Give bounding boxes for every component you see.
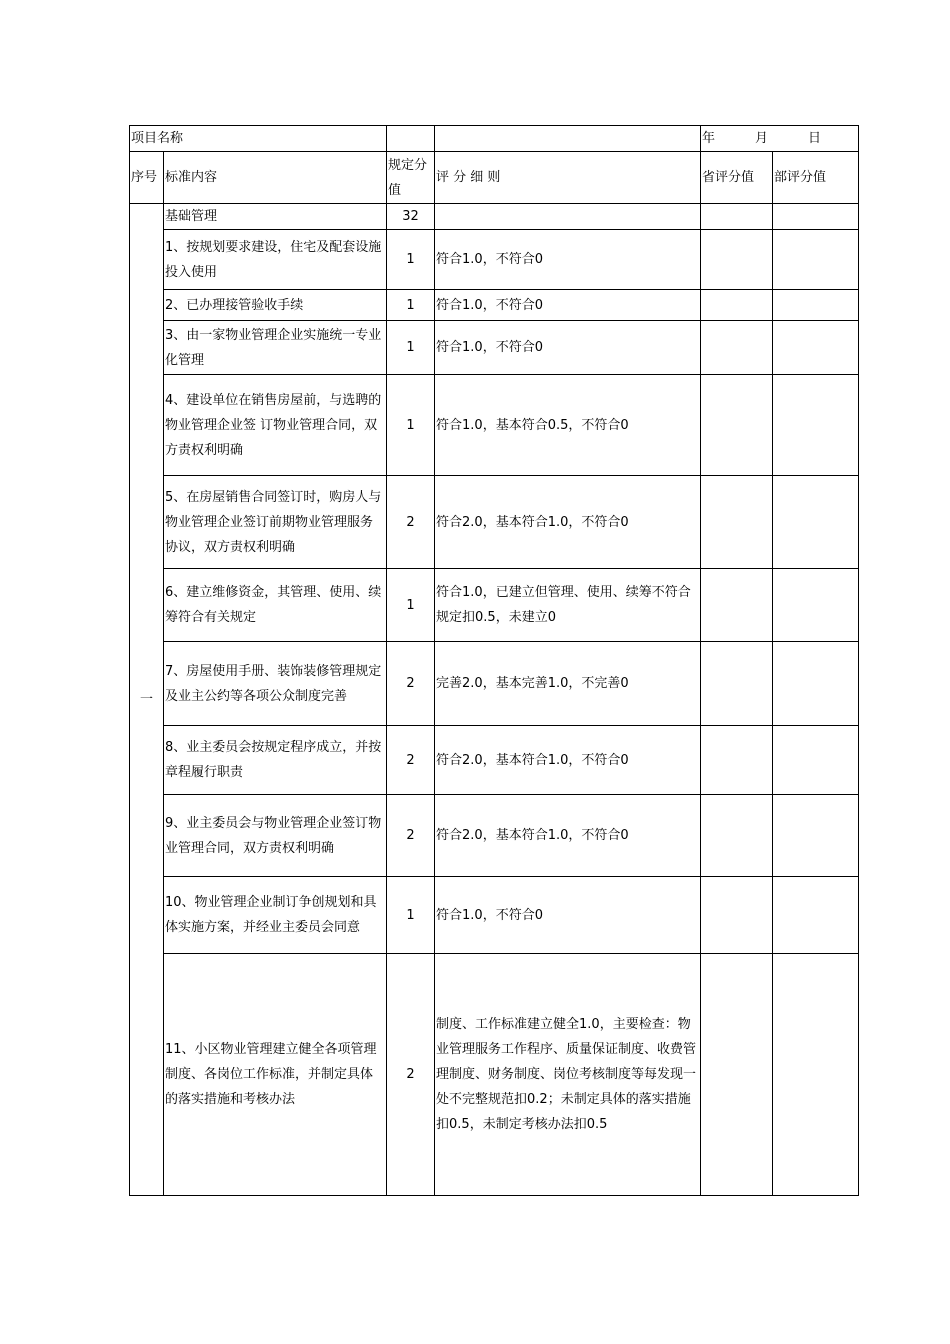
date-day: 日 xyxy=(808,131,822,146)
points-value: 1 xyxy=(387,230,435,290)
col-standard-header: 标准内容 xyxy=(164,152,387,204)
standard-content: 7、房屋使用手册、装饰装修管理规定及业主公约等各项公众制度完善 xyxy=(164,642,387,726)
section-seq: 一 xyxy=(130,204,164,1196)
standard-content: 11、小区物业管理建立健全各项管理制度、各岗位工作标准，并制定具体的落实措施和考核办法 xyxy=(164,954,387,1196)
province-score-cell xyxy=(701,230,773,290)
date-cell xyxy=(701,126,859,152)
table-row xyxy=(130,569,859,642)
province-score-cell xyxy=(701,321,773,375)
ministry-score-cell xyxy=(773,795,859,877)
points-value: 2 xyxy=(387,954,435,1196)
project-name-value-cell xyxy=(435,126,701,152)
section-points: 32 xyxy=(387,204,435,230)
date-year: 年 xyxy=(702,131,716,146)
rule-text: 符合1.0，基本符合0.5，不符合0 xyxy=(435,375,701,476)
table-row xyxy=(130,954,859,1196)
province-score-cell xyxy=(701,877,773,954)
date-month: 月 xyxy=(755,131,769,146)
rule-text: 完善2.0，基本完善1.0，不完善0 xyxy=(435,642,701,726)
standard-content: 10、物业管理企业制订争创规划和具体实施方案，并经业主委员会同意 xyxy=(164,877,387,954)
rule-cell xyxy=(435,204,701,230)
table-row xyxy=(130,476,859,569)
province-score-cell xyxy=(701,569,773,642)
province-score-cell xyxy=(701,642,773,726)
project-name-blank-cell xyxy=(387,126,435,152)
table-row xyxy=(130,375,859,476)
table-row xyxy=(130,290,859,321)
ministry-score-cell xyxy=(773,642,859,726)
rule-text: 符合1.0，不符合0 xyxy=(435,321,701,375)
column-header-row xyxy=(130,152,859,204)
table-row xyxy=(130,230,859,290)
col-ministry-header: 部评分值 xyxy=(773,152,859,204)
table-row xyxy=(130,642,859,726)
col-seq-header: 序号 xyxy=(130,152,164,204)
ministry-score-cell xyxy=(773,230,859,290)
points-value: 1 xyxy=(387,375,435,476)
section-title: 基础管理 xyxy=(164,204,387,230)
ministry-score-cell xyxy=(773,954,859,1196)
standard-content: 3、由一家物业管理企业实施统一专业化管理 xyxy=(164,321,387,375)
ministry-score-cell xyxy=(773,375,859,476)
ministry-score-cell xyxy=(773,877,859,954)
points-value: 2 xyxy=(387,642,435,726)
project-name-label: 项目名称 xyxy=(130,126,387,152)
standard-content: 2、已办理接管验收手续 xyxy=(164,290,387,321)
table-row xyxy=(130,877,859,954)
province-score-cell xyxy=(701,204,773,230)
province-score-cell xyxy=(701,954,773,1196)
ministry-score-cell xyxy=(773,290,859,321)
rule-text: 符合2.0，基本符合1.0，不符合0 xyxy=(435,476,701,569)
rule-text: 制度、工作标准建立健全1.0，主要检查：物业管理服务工作程序、质量保证制度、收费管理制度、财务制度、岗位考核制度等每发现一处不完整规范扣0.2；未制定具体的落实措施扣0.5，未制定考核办法扣0.5 xyxy=(435,954,701,1196)
ministry-score-cell xyxy=(773,204,859,230)
table-row xyxy=(130,726,859,795)
ministry-score-cell xyxy=(773,476,859,569)
evaluation-table xyxy=(129,125,859,1196)
ministry-score-cell xyxy=(773,726,859,795)
province-score-cell xyxy=(701,795,773,877)
standard-content: 8、业主委员会按规定程序成立，并按章程履行职责 xyxy=(164,726,387,795)
ministry-score-cell xyxy=(773,569,859,642)
rule-text: 符合2.0，基本符合1.0，不符合0 xyxy=(435,795,701,877)
table-row xyxy=(130,795,859,877)
points-value: 1 xyxy=(387,569,435,642)
points-value: 2 xyxy=(387,795,435,877)
ministry-score-cell xyxy=(773,321,859,375)
standard-content: 9、业主委员会与物业管理企业签订物业管理合同，双方责权利明确 xyxy=(164,795,387,877)
col-province-header: 省评分值 xyxy=(701,152,773,204)
province-score-cell xyxy=(701,476,773,569)
standard-content: 1、按规划要求建设，住宅及配套设施投入使用 xyxy=(164,230,387,290)
standard-content: 4、建设单位在销售房屋前，与选聘的物业管理企业签 订物业管理合同，双方责权利明确 xyxy=(164,375,387,476)
col-points-header: 规定分值 xyxy=(387,152,435,204)
points-value: 2 xyxy=(387,476,435,569)
col-rules-header: 评 分 细 则 xyxy=(435,152,701,204)
rule-text: 符合2.0，基本符合1.0，不符合0 xyxy=(435,726,701,795)
standard-content: 6、建立维修资金，其管理、使用、续筹符合有关规定 xyxy=(164,569,387,642)
province-score-cell xyxy=(701,726,773,795)
rule-text: 符合1.0，已建立但管理、使用、续筹不符合规定扣0.5，未建立0 xyxy=(435,569,701,642)
project-name-row xyxy=(130,126,859,152)
points-value: 1 xyxy=(387,321,435,375)
section-row xyxy=(130,204,859,230)
points-value: 2 xyxy=(387,726,435,795)
province-score-cell xyxy=(701,290,773,321)
rule-text: 符合1.0，不符合0 xyxy=(435,877,701,954)
table-row xyxy=(130,321,859,375)
points-value: 1 xyxy=(387,290,435,321)
rule-text: 符合1.0，不符合0 xyxy=(435,230,701,290)
standard-content: 5、在房屋销售合同签订时，购房人与物业管理企业签订前期物业管理服务协议，双方责权利明确 xyxy=(164,476,387,569)
province-score-cell xyxy=(701,375,773,476)
points-value: 1 xyxy=(387,877,435,954)
rule-text: 符合1.0，不符合0 xyxy=(435,290,701,321)
